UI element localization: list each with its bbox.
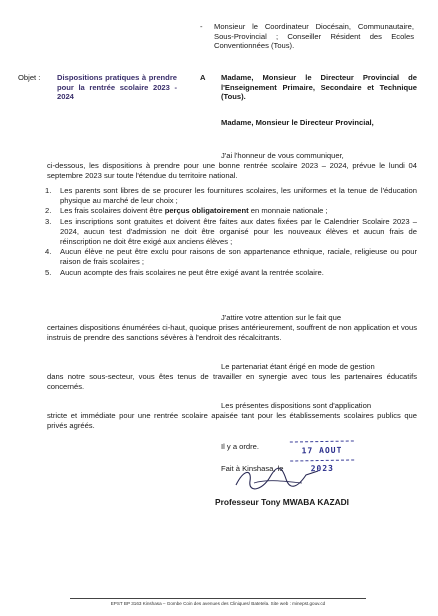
item-text-before: Les frais scolaires doivent être [60, 206, 165, 216]
list-item [45, 268, 417, 278]
item-number: 5. [45, 267, 52, 277]
paragraph-application-first: Les présentes dispositions sont d'application [221, 401, 372, 410]
item-text: Les inscriptions sont gratuites et doivent être faites aux dates fixées par le Calendrier Scolaire 2023 – 2024, aucun test d'admission ne doit être organisé pour les nouveaux élèves et aucun frais de réinscription ne doit être exigé aux anciens élèves ; [60, 217, 417, 246]
item-number: 2. [45, 206, 52, 216]
handwritten-signature [232, 465, 322, 493]
dispositions-list [45, 186, 417, 278]
list-item [45, 247, 417, 266]
item-text: Aucun élève ne peut être exclu pour raisons de son appartenance ethnique, raciale, religieuse ou pour raison de frais scolaires ; [60, 247, 417, 267]
closing-place: Fait à Kinshasa, le [221, 464, 284, 473]
footer-address: EPST BP 3163 Kinshasa – Gombe Coin des avenues des Cliniques/ Batetela. Site web : minepst.gouv.cd [110, 601, 326, 606]
list-item [45, 206, 417, 216]
paragraph-partnership-first: Le partenariat étant érigé en mode de gestion [221, 362, 375, 371]
paragraph-attention-body: certaines dispositions énumérées ci-haut, quoique prises antérieurement, souffrent de non application et vous instruis de prendre des sanctions sévères à l'endroit des récalcitrants. [47, 323, 417, 342]
signer-name: Professeur Tony MWABA KAZADI [215, 497, 350, 507]
recipient-dash: - [200, 22, 203, 31]
addressee-prefix: A [200, 73, 206, 82]
paragraph-partnership-body: dans notre sous-secteur, vous êtes tenus de travailler en synergie avec tous les partenaires éducatifs concernés. [47, 372, 417, 391]
intro-first-line: J'ai l'honneur de vous communiquer, [221, 151, 344, 160]
date-stamp: 17 AOUT 2023 [290, 440, 354, 461]
item-number: 4. [45, 247, 52, 257]
recipients-block: Monsieur le Coordinateur Diocésain, Communautaire, Sous-Provincial ; Conseiller Résident des Ecoles Conventionnées (Tous). [214, 22, 414, 51]
list-item [45, 217, 417, 246]
item-text-bold: perçus obligatoirement [164, 206, 249, 216]
item-text: Les parents sont libres de se procurer les fournitures scolaires, les uniformes et la tenue de l'éducation physique au marché de leur choix ; [60, 186, 417, 205]
list-item [45, 186, 417, 205]
objet-label: Objet : [18, 73, 41, 82]
paragraph-attention-first: J'attire votre attention sur le fait que [221, 313, 342, 322]
item-number: 3. [45, 217, 52, 227]
paragraph-application-body: stricte et immédiate pour une rentrée scolaire apaisée tant pour les établissements scolaires publics que privés agréés. [47, 411, 417, 430]
footer-divider [70, 598, 366, 599]
item-text: Aucun acompte des frais scolaires ne peut être exigé avant la rentrée scolaire. [60, 267, 324, 277]
intro-body: ci-dessous, les dispositions à prendre pour une bonne rentrée scolaire 2023 – 2024, prévue le lundi 04 septembre 2023 sur toute l'étendue du territoire national. [47, 161, 417, 180]
salutation: Madame, Monsieur le Directeur Provincial, [221, 118, 374, 127]
item-text-after: en monnaie nationale ; [248, 206, 328, 216]
closing-order: Il y a ordre. [221, 442, 259, 451]
item-number: 1. [45, 186, 52, 195]
addressee-text: Madame, Monsieur le Directeur Provincial de l'Enseignement Primaire, Secondaire et Technique (Tous). [221, 73, 417, 102]
objet-text: Dispositions pratiques à prendre pour la rentrée scolaire 2023 - 2024 [57, 73, 177, 102]
